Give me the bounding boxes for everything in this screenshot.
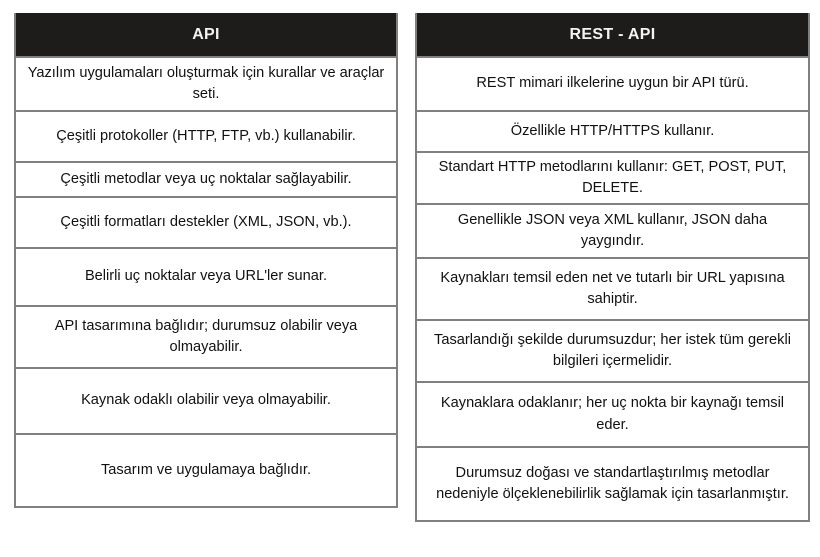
- table-cell: Standart HTTP metodlarını kullanır: GET, POST, PUT, DELETE.: [438, 158, 787, 196]
- table-row: [16, 247, 396, 305]
- table-cell: Kaynakları temsil eden net ve tutarlı bir URL yapısına sahiptir.: [440, 269, 785, 307]
- table-row: [417, 257, 808, 319]
- table-cell: Genellikle JSON veya XML kullanır, JSON daha yaygındır.: [457, 211, 768, 249]
- api-table: [14, 13, 398, 508]
- table-cell: Tasarım ve uygulamaya bağlıdır.: [100, 461, 312, 478]
- rest-api-table-header: REST - API: [417, 13, 808, 56]
- table-cell: Özellikle HTTP/HTTPS kullanır.: [510, 122, 715, 139]
- table-cell: Tasarlandığı şekilde durumsuzdur; her istek tüm gerekli bilgileri içermelidir.: [434, 331, 791, 369]
- table-row: [417, 56, 808, 110]
- table-row: [16, 367, 396, 433]
- table-row: [16, 56, 396, 110]
- table-cell: API tasarımına bağlıdır; durumsuz olabilir veya olmayabilir.: [54, 317, 358, 355]
- table-row: [417, 203, 808, 257]
- table-cell: Çeşitli formatları destekler (XML, JSON, vb.).: [60, 213, 352, 230]
- table-row: [16, 161, 396, 196]
- table-cell: REST mimari ilkelerine uygun bir API türü.: [476, 75, 749, 92]
- table-row: [417, 151, 808, 203]
- table-row: [16, 196, 396, 247]
- table-cell: Belirli uç noktalar veya URL'ler sunar.: [84, 268, 328, 285]
- table-row: [16, 110, 396, 161]
- table-row: [417, 110, 808, 151]
- table-row: [16, 305, 396, 367]
- table-cell: Yazılım uygulamaları oluşturmak için kurallar ve araçlar seti.: [27, 64, 385, 102]
- table-row: [16, 433, 396, 506]
- table-cell: Kaynaklara odaklanır; her uç nokta bir kaynağı temsil eder.: [440, 395, 785, 433]
- rest-api-table: [415, 13, 810, 522]
- table-row: [417, 446, 808, 520]
- table-cell: Çeşitli metodlar veya uç noktalar sağlayabilir.: [60, 170, 352, 187]
- table-cell: Durumsuz doğası ve standartlaştırılmış metodlar nedeniyle ölçeklenebilirlik sağlamak için tasarlanmıştır.: [436, 464, 789, 502]
- table-row: [417, 381, 808, 446]
- api-table-header: API: [16, 13, 396, 56]
- table-row: [417, 319, 808, 381]
- table-cell: Kaynak odaklı olabilir veya olmayabilir.: [81, 392, 331, 409]
- table-cell: Çeşitli protokoller (HTTP, FTP, vb.) kullanabilir.: [56, 127, 356, 144]
